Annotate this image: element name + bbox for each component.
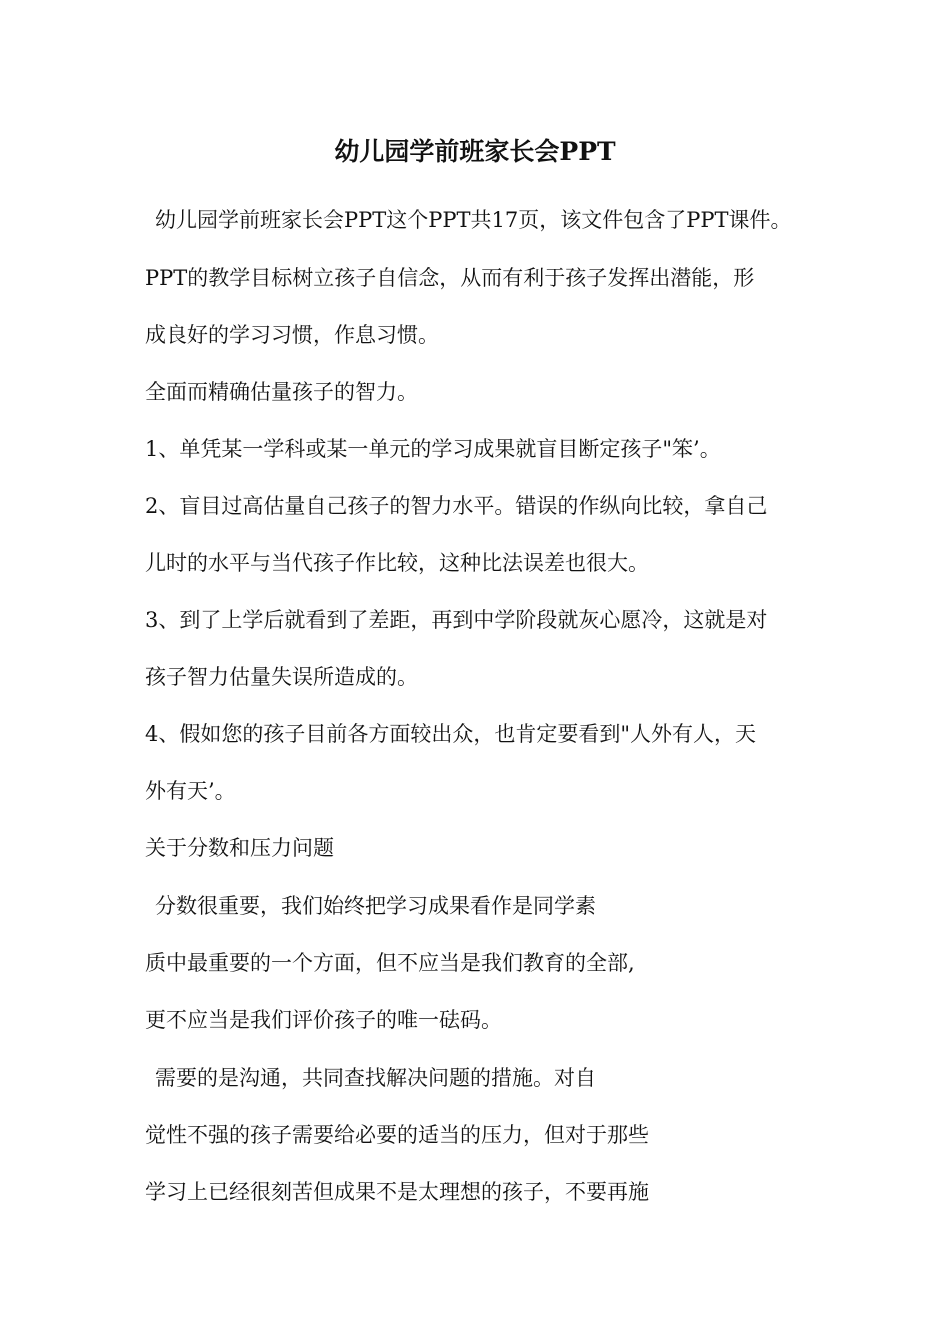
- paragraph-line-2: PPT的教学目标树立孩子自信念，从而有利于孩子发挥出潜能，形: [145, 266, 755, 290]
- paragraph-line-4: 全面而精确估量孩子的智力。: [145, 380, 418, 404]
- paragraph-line-5: 分数很重要，我们始终把学习成果看作是同学素: [155, 894, 596, 918]
- list-item-3-line-2: 孩子智力估量失误所造成的。: [145, 665, 418, 689]
- page-title: 幼儿园学前班家长会PPT: [334, 137, 616, 166]
- list-item-4-line-2: 外有天’。: [145, 779, 236, 803]
- paragraph-line-9: 觉性不强的孩子需要给必要的适当的压力，但对于那些: [145, 1123, 649, 1147]
- section-heading: 关于分数和压力问题: [145, 836, 334, 860]
- paragraph-line-3: 成良好的学习习惯，作息习惯。: [145, 323, 439, 347]
- list-item-2-line-2: 儿时的水平与当代孩子作比较，这种比法误差也很大。: [145, 551, 649, 575]
- paragraph-line-10: 学习上已经很刻苦但成果不是太理想的孩子，不要再施: [145, 1180, 649, 1204]
- paragraph-line-6: 质中最重要的一个方面，但不应当是我们教育的全部,: [145, 951, 635, 975]
- list-item-4-line-1: 4、假如您的孩子目前各方面较出众，也肯定要看到"人外有人，天: [145, 722, 757, 746]
- paragraph-line-7: 更不应当是我们评价孩子的唯一砝码。: [145, 1008, 502, 1032]
- list-item-3-line-1: 3、到了上学后就看到了差距，再到中学阶段就灰心愿冷，这就是对: [145, 608, 768, 632]
- paragraph-line-8: 需要的是沟通，共同查找解决问题的措施。对自: [155, 1066, 596, 1090]
- paragraph-line-1: 幼儿园学前班家长会PPT这个PPT共17页，该文件包含了PPT课件。: [155, 208, 792, 232]
- list-item-1: 1、单凭某一学科或某一单元的学习成果就盲目断定孩子"笨’。: [145, 437, 721, 461]
- list-item-2-line-1: 2、盲目过高估量自己孩子的智力水平。错误的作纵向比较，拿自己: [145, 494, 768, 518]
